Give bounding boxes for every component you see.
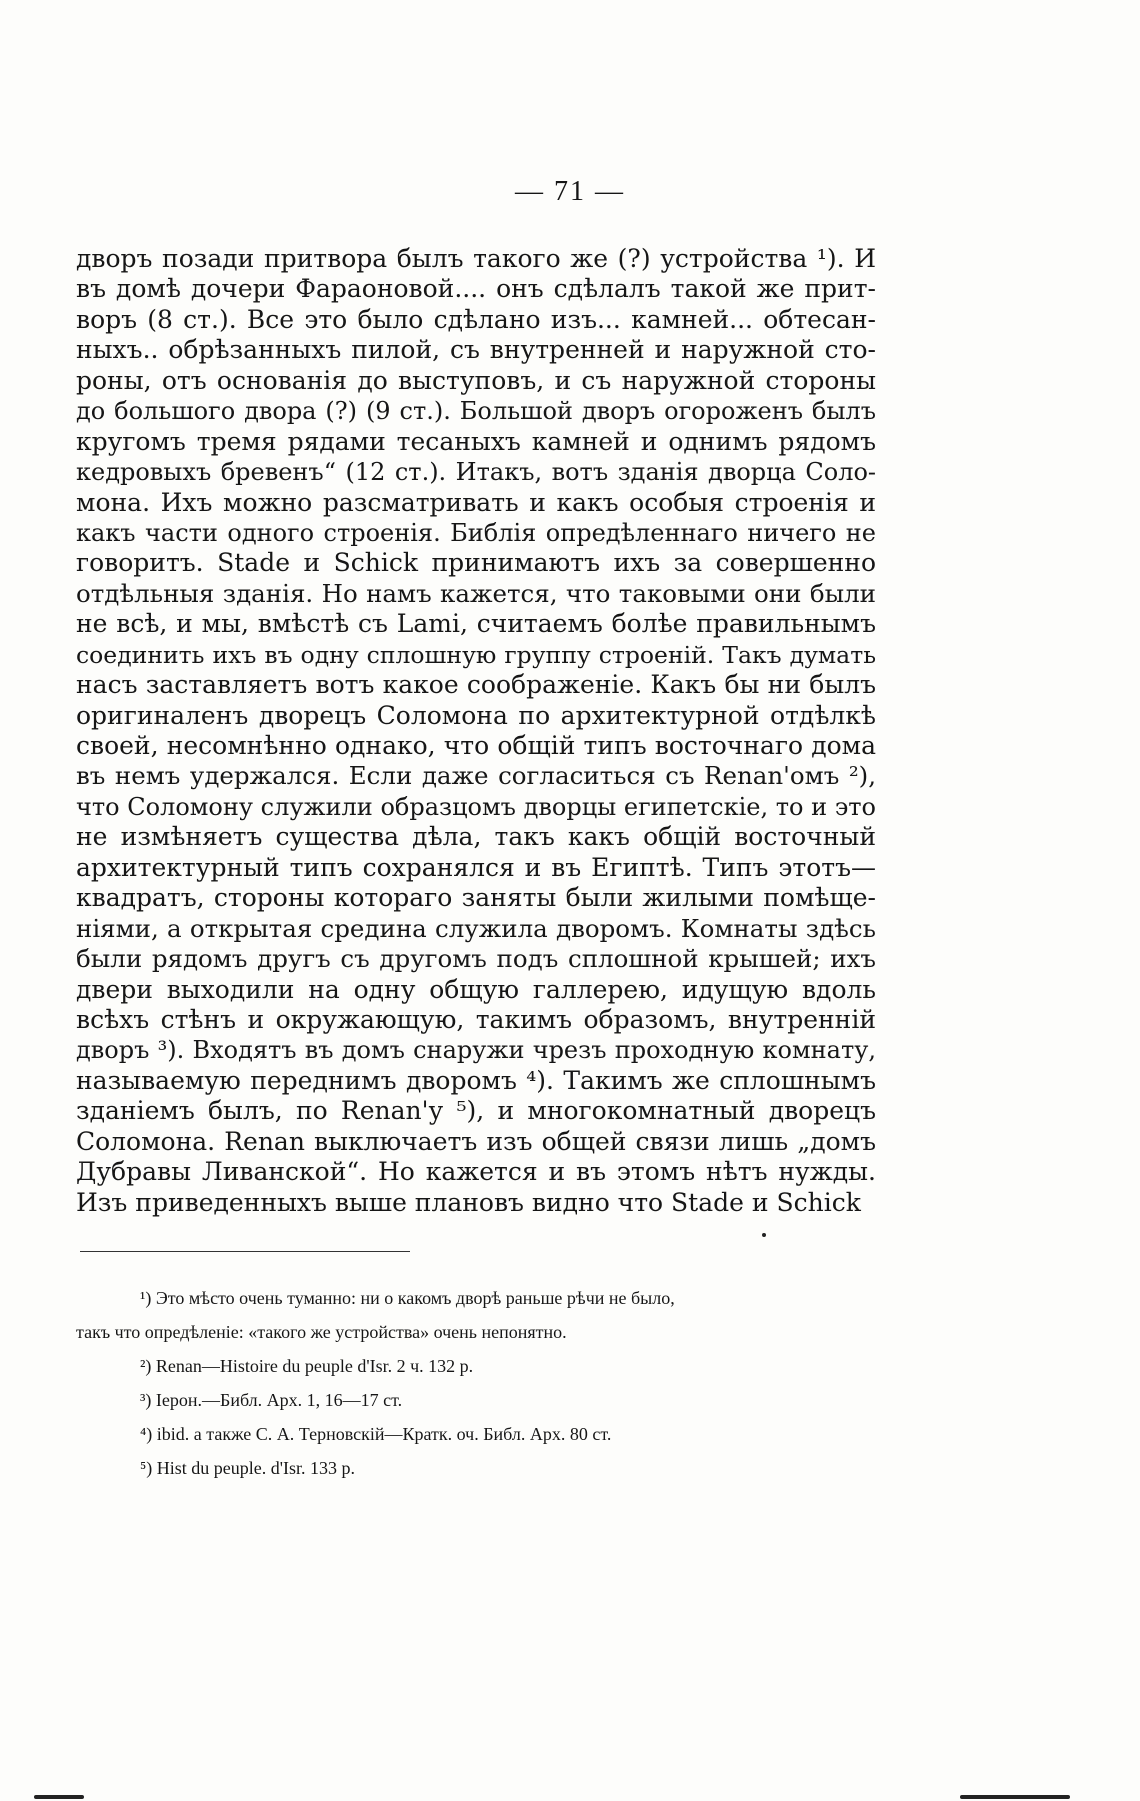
footnote-2: ²) Renan—Histoire du peuple d'Isr. 2 ч. 132 p. [140,1356,474,1376]
text-line: не всѣ, и мы, вмѣстѣ съ Lami, считаемъ болѣе правильнымъ [76,609,876,639]
text-line: всѣхъ стѣнъ и окружающую, такимъ образомъ, внутренній [76,1004,876,1034]
text-line: своей, несомнѣнно однако, что общій типъ восточнаго дома [76,731,876,760]
text-line: зданіемъ былъ, по Renan'у ⁵), и многокомнатный дворецъ [76,1096,876,1126]
page-bottom-edge [0,1793,1140,1799]
text-line: въ немъ удержался. Если даже согласиться съ Renan'омъ ²), [76,761,876,791]
text-line: архитектурный типъ сохранялся и въ Египтѣ. Типъ этотъ— [76,852,876,882]
text-line: роны, отъ основанія до выступовъ, и съ наружной стороны [76,365,876,395]
text-line: были рядомъ другъ съ другомъ подъ сплошной крышей; ихъ [76,944,876,974]
footnote-5: ⁵) Hist du peuple. d'Isr. 133 p. [140,1458,355,1478]
text-line: воръ (8 ст.). Все это было сдѣлано изъ... камней... обтесан- [76,304,876,334]
text-line: мона. Ихъ можно разсматривать и какъ особыя строенія и [76,487,876,517]
footnote-3: ³) Іерон.—Библ. Арх. 1, 16—17 ст. [140,1390,403,1410]
text-line: Соломона. Renan выключаетъ изъ общей связи лишь „домъ [76,1126,876,1156]
text-line: оригиналенъ дворецъ Соломона по архитектурной отдѣлкѣ [76,700,876,730]
footnote-1: ¹) Это мѣсто очень туманно: ни о какомъ дворѣ раньше рѣчи не было, [140,1288,675,1308]
text-line: ныхъ.. обрѣзанныхъ пилой, съ внутренней и наружной сто- [76,335,876,365]
footnotes [76,1281,876,1485]
text-line: называемую переднимъ дворомъ ⁴). Такимъ же сплошнымъ [76,1065,876,1095]
text-line: соединить ихъ въ одну сплошную группу строеній. Такъ думать [76,640,876,669]
text-line: не измѣняетъ существа дѣла, такъ какъ общій восточный [76,822,876,852]
ink-spot [762,1233,766,1237]
text-line: квадратъ, стороны котораго заняты были жилыми помѣще- [76,883,876,913]
text-line: кругомъ тремя рядами тесаныхъ камней и однимъ рядомъ [76,426,876,456]
text-line: кедровыхъ бревенъ“ (12 ст.). Итакъ, вотъ зданія дворца Соло- [76,458,876,487]
footnote-1-continuation: такъ что опредѣленіе: «такого же устройства» очень непонятно. [76,1322,567,1342]
edge-mark-right [960,1795,1070,1799]
text-line: ніями, а открытая средина служила дворомъ. Комнаты здѣсь [76,913,876,943]
text-line: Дубравы Ливанской“. Но кажется и въ этомъ нѣтъ нужды. [76,1157,876,1187]
text-line: Изъ приведенныхъ выше плановъ видно что Stade и Schick [76,1187,861,1217]
body-text [76,244,876,1218]
text-line: двери выходили на одну общую галлерею, идущую вдоль [76,974,876,1004]
text-line: до большого двора (?) (9 ст.). Большой дворъ огороженъ былъ [76,397,876,426]
footnote-divider [80,1251,410,1252]
text-line: насъ заставляетъ вотъ какое соображеніе. Какъ бы ни былъ [76,670,876,700]
text-line: отдѣльныя зданія. Но намъ кажется, что таковыми они были [76,578,876,608]
footnote-4: ⁴) ibid. а также С. А. Терновскій—Кратк. оч. Библ. Арх. 80 ст. [140,1424,612,1444]
text-line: дворъ позади притвора былъ такого же (?) устройства ¹). И [76,244,876,273]
text-line: что Соломону служили образцомъ дворцы египетскіе, то и это [76,792,876,821]
text-line: говоритъ. Stade и Schick принимаютъ ихъ за совершенно [76,548,876,578]
text-line: въ домѣ дочери Фараоновой.... онъ сдѣлалъ такой же прит- [76,274,876,304]
page-number: — 71 — [515,176,625,207]
text-line: какъ части одного строенія. Библія опредѣленнаго ничего не [76,518,876,547]
edge-mark-left [34,1795,84,1799]
text-line: дворъ ³). Входятъ въ домъ снаружи чрезъ проходную комнату, [76,1036,876,1065]
